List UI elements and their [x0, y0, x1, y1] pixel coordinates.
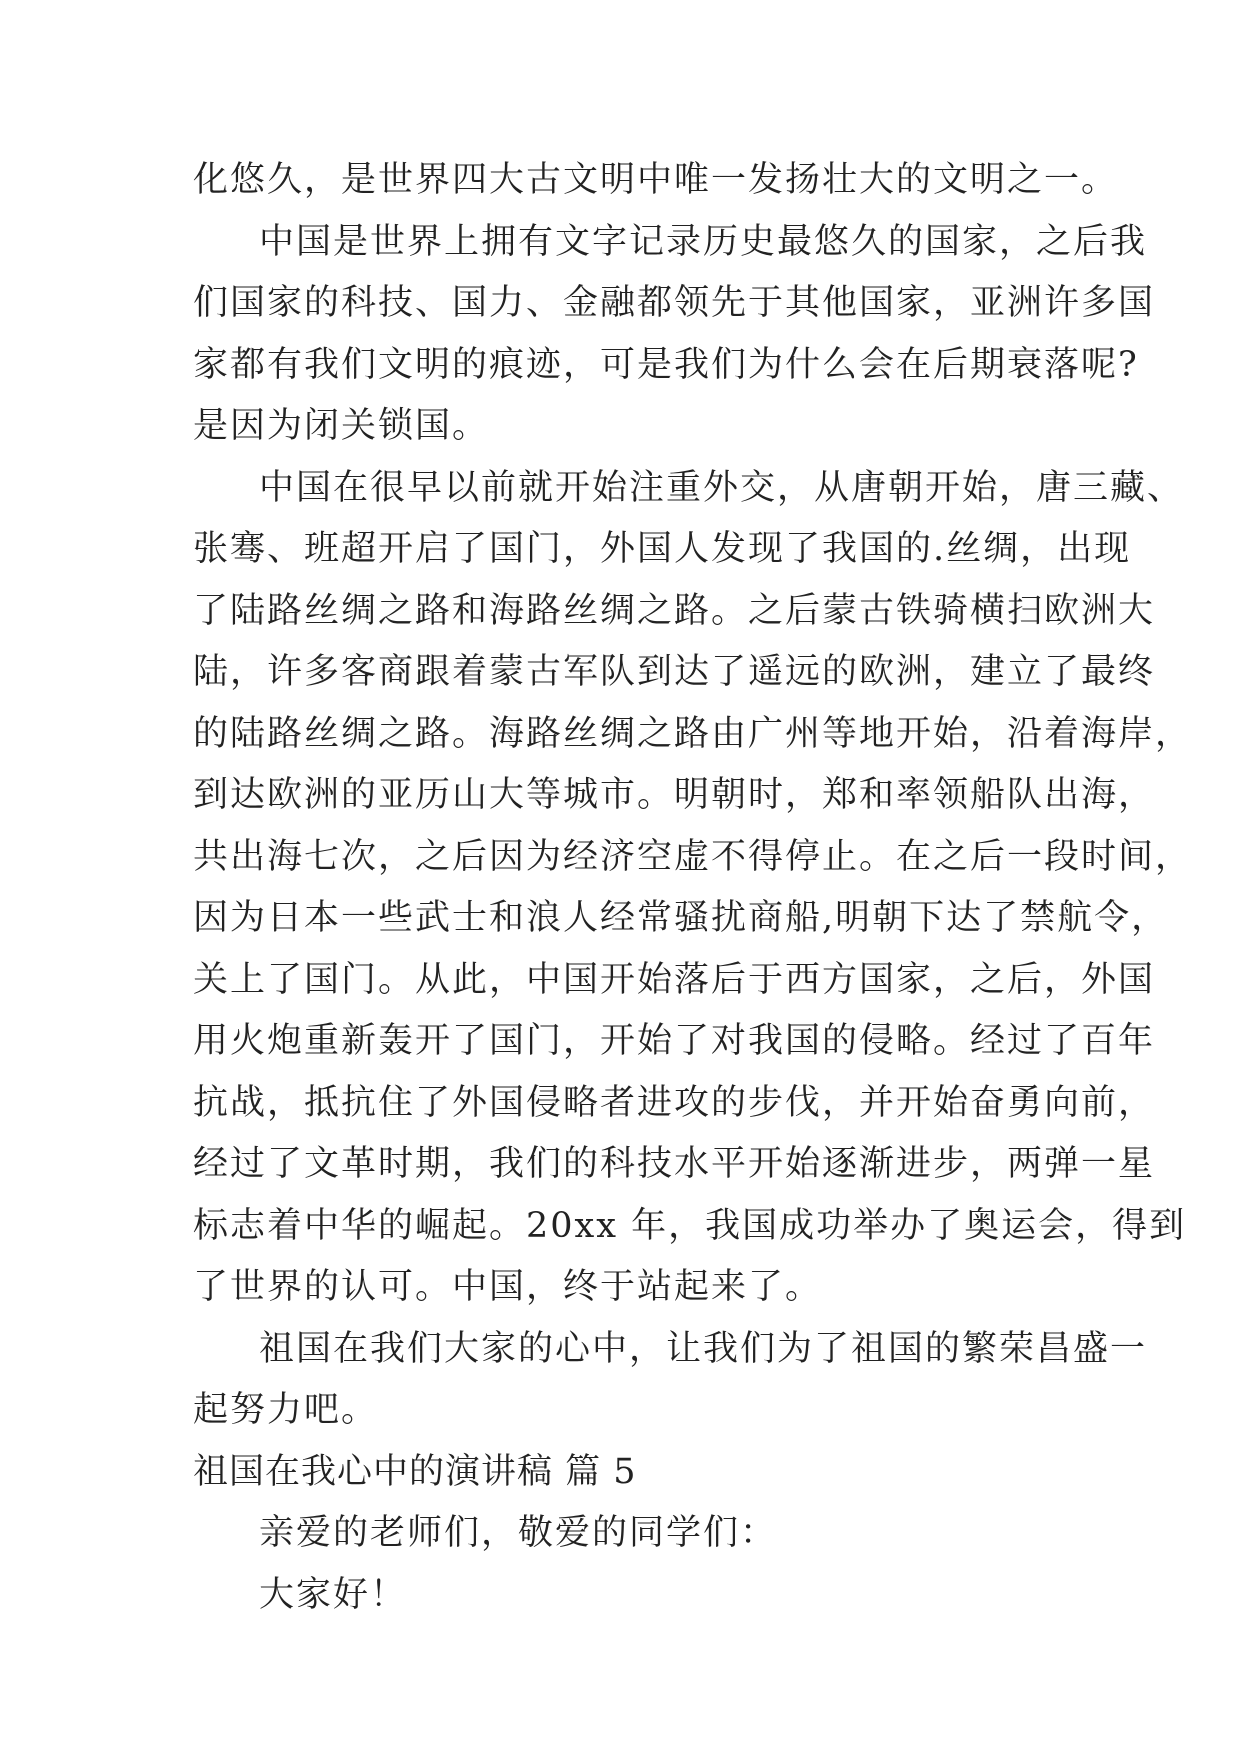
text-line: 起努力吧。	[193, 1390, 379, 1430]
text-line: 标志着中华的崛起。20xx 年，我国成功举办了奥运会，得到	[193, 1205, 1187, 1246]
text-line: 共出海七次，之后因为经济空虚不得停止。在之后一段时间，	[193, 836, 1193, 877]
text-line: 关上了国门。从此，中国开始落后于西方国家，之后，外国	[193, 959, 1156, 1000]
text-line: 抗战，抵抗住了外国侵略者进攻的步伐，并开始奋勇向前，	[193, 1082, 1156, 1123]
text-line: 的陆路丝绸之路。海路丝绸之路由广州等地开始，沿着海岸，	[193, 713, 1193, 754]
text-line: 祖国在我们大家的心中，让我们为了祖国的繁荣昌盛一	[259, 1328, 1148, 1369]
text-line: 因为日本一些武士和浪人经常骚扰商船,明朝下达了禁航令，	[193, 898, 1169, 938]
section-heading: 祖国在我心中的演讲稿 篇 5	[193, 1451, 637, 1492]
text-line: 们国家的科技、国力、金融都领先于其他国家，亚洲许多国	[193, 283, 1156, 323]
text-line: 化悠久，是世界四大古文明中唯一发扬壮大的文明之一。	[193, 160, 1119, 200]
text-line: 用火炮重新轰开了国门，开始了对我国的侵略。经过了百年	[193, 1021, 1156, 1061]
text-line: 了陆路丝绸之路和海路丝绸之路。之后蒙古铁骑横扫欧洲大	[193, 590, 1156, 631]
text-line: 陆，许多客商跟着蒙古军队到达了遥远的欧洲，建立了最终	[193, 652, 1156, 692]
document-body	[193, 150, 1193, 1626]
text-line: 中国在很早以前就开始注重外交，从唐朝开始，唐三藏、	[259, 467, 1185, 508]
text-line: 了世界的认可。中国，终于站起来了。	[193, 1267, 823, 1307]
salutation-line: 亲爱的老师们，敬爱的同学们：	[259, 1513, 778, 1553]
text-line: 张骞、班超开启了国门，外国人发现了我国的.丝绸，出现	[193, 529, 1132, 569]
text-line: 是因为闭关锁国。	[193, 406, 490, 446]
greeting-line: 大家好！	[259, 1574, 408, 1615]
text-line: 经过了文革时期，我们的科技水平开始逐渐进步，两弹一星	[193, 1144, 1156, 1184]
text-line: 中国是世界上拥有文字记录历史最悠久的国家，之后我	[259, 221, 1148, 262]
text-line: 家都有我们文明的痕迹，可是我们为什么会在后期衰落呢?	[193, 344, 1139, 385]
text-line: 到达欧洲的亚历山大等城市。明朝时，郑和率领船队出海，	[193, 775, 1156, 815]
